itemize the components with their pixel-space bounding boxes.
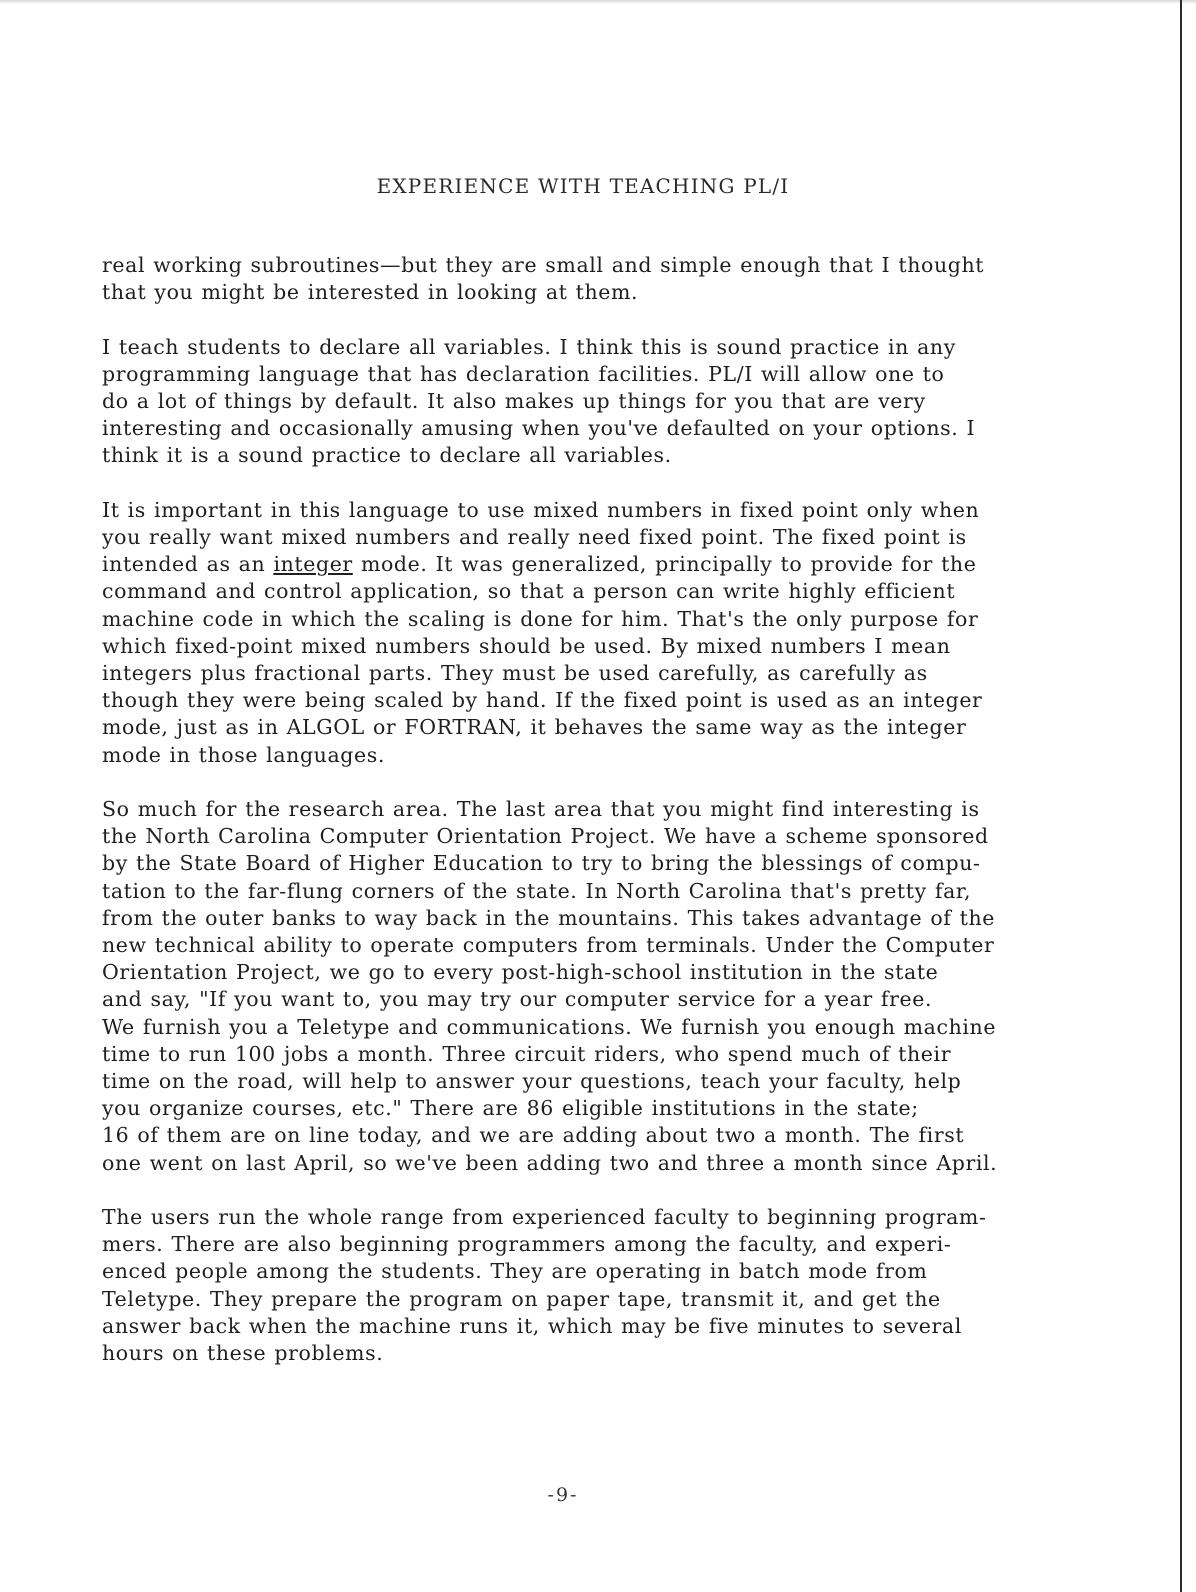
text-line: which fixed-point mixed numbers should be used. By mixed numbers I mean bbox=[102, 633, 951, 658]
text-line: you organize courses, etc." There are 86 eligible institutions in the state; bbox=[102, 1096, 919, 1121]
paragraph-2 bbox=[102, 334, 1087, 470]
body-text bbox=[102, 252, 1087, 1394]
text-line: It is important in this language to use mixed numbers in fixed point only when bbox=[102, 497, 980, 522]
text-segment: mode. It was generalized, principally to provide for the bbox=[352, 552, 977, 577]
text-line: one went on last April, so we've been adding two and three a month since April. bbox=[102, 1150, 998, 1175]
text-line-with-emphasis bbox=[102, 551, 1087, 578]
text-line: time to run 100 jobs a month. Three circuit riders, who spend much of their bbox=[102, 1041, 952, 1066]
text-line: integers plus fractional parts. They must be used carefully, as carefully as bbox=[102, 661, 928, 686]
text-line: I teach students to declare all variables. I think this is sound practice in any bbox=[102, 334, 956, 359]
text-line: The users run the whole range from experienced faculty to beginning program- bbox=[102, 1205, 987, 1230]
text-line: machine code in which the scaling is done for him. That's the only purpose for bbox=[102, 606, 979, 631]
text-line: Orientation Project, we go to every post-high-school institution in the state bbox=[102, 960, 939, 985]
page-title: EXPERIENCE WITH TEACHING PL/I bbox=[376, 174, 790, 198]
text-segment: intended as an bbox=[102, 552, 274, 577]
text-line: interesting and occasionally amusing when you've defaulted on your options. I bbox=[102, 416, 976, 441]
text-line: We furnish you a Teletype and communications. We furnish you enough machine bbox=[102, 1014, 997, 1039]
text-line: new technical ability to operate computers from terminals. Under the Computer bbox=[102, 933, 995, 958]
text-line: the North Carolina Computer Orientation Project. We have a scheme sponsored bbox=[102, 824, 989, 849]
text-line: time on the road, will help to answer your questions, teach your faculty, help bbox=[102, 1069, 962, 1094]
text-line: do a lot of things by default. It also makes up things for you that are very bbox=[102, 389, 926, 413]
paragraph-1 bbox=[102, 252, 1087, 306]
text-line: command and control application, so that a person can write highly efficient bbox=[102, 579, 956, 604]
text-line: tation to the far-flung corners of the state. In North Carolina that's pretty far, bbox=[102, 878, 972, 903]
paragraph-3 bbox=[102, 497, 1087, 769]
page-top-edge bbox=[0, 0, 1196, 4]
text-line: 16 of them are on line today, and we are adding about two a month. The first bbox=[102, 1123, 965, 1148]
text-line: from the outer banks to way back in the mountains. This takes advantage of the bbox=[102, 905, 995, 930]
text-line: mers. There are also beginning programmers among the faculty, and experi- bbox=[102, 1232, 952, 1257]
text-line: answer back when the machine runs it, which may be five minutes to several bbox=[102, 1313, 962, 1338]
text-line: enced people among the students. They are operating in batch mode from bbox=[102, 1259, 928, 1284]
text-line: and say, "If you want to, you may try our computer service for a year free. bbox=[102, 987, 933, 1012]
text-line: mode, just as in ALGOL or FORTRAN, it behaves the same way as the integer bbox=[102, 715, 967, 740]
text-line: think it is a sound practice to declare all variables. bbox=[102, 443, 672, 468]
text-line: programming language that has declaration facilities. PL/I will allow one to bbox=[102, 361, 945, 386]
text-line: that you might be interested in looking at them. bbox=[102, 280, 639, 305]
text-line: you really want mixed numbers and really need fixed point. The fixed point is bbox=[102, 525, 967, 549]
text-line: though they were being scaled by hand. If the fixed point is used as an integer bbox=[102, 688, 983, 713]
text-line: So much for the research area. The last area that you might find interesting is bbox=[102, 797, 980, 822]
page-number: -9- bbox=[547, 1484, 579, 1506]
text-line: Teletype. They prepare the program on paper tape, transmit it, and get the bbox=[102, 1286, 941, 1311]
underlined-word: integer bbox=[273, 552, 353, 577]
page-right-edge bbox=[1180, 0, 1182, 1592]
paragraph-5 bbox=[102, 1204, 1087, 1367]
text-line: by the State Board of Higher Education to try to bring the blessings of compu- bbox=[102, 851, 981, 876]
text-line: mode in those languages. bbox=[102, 742, 385, 767]
text-line: hours on these problems. bbox=[102, 1341, 384, 1366]
text-line: real working subroutines—but they are small and simple enough that I thought bbox=[102, 253, 985, 277]
paragraph-4 bbox=[102, 796, 1087, 1177]
